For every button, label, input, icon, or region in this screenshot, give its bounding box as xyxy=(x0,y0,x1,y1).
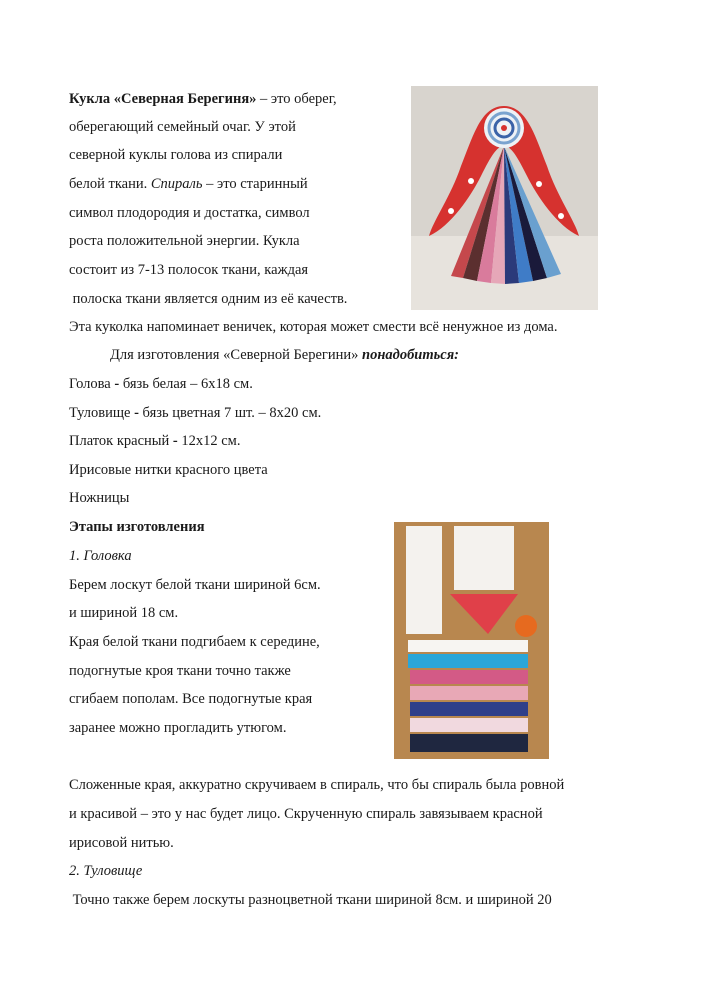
intro-line-4: белой ткани. Спираль – это старинный xyxy=(69,176,308,192)
step1-after-line: и красивой – это у нас будет лицо. Скрученную спираль завязываем красной xyxy=(69,806,543,822)
doll-photo xyxy=(411,86,598,310)
step1-line: заранее можно прогладить утюгом. xyxy=(69,720,287,736)
step1-after-line: ирисовой нитью. xyxy=(69,835,174,851)
materials-photo xyxy=(394,522,549,759)
intro-line-7: состоит из 7-13 полосок ткани, каждая xyxy=(69,262,309,278)
step1-line: Края белой ткани подгибаем к середине, xyxy=(69,634,320,650)
steps-heading: Этапы изготовления xyxy=(69,519,205,535)
step2-title: 2. Туловище xyxy=(69,863,143,879)
intro-line-3: северной куклы голова из спирали xyxy=(69,147,283,163)
intro-line-1: Кукла «Северная Берегиня» – это оберег, xyxy=(69,91,337,107)
materials-lead: Для изготовления «Северной Берегини» понадобиться: xyxy=(110,347,460,363)
step1-line: Берем лоскут белой ткани шириной 6см. xyxy=(69,577,321,593)
intro-line-6: роста положительной энергии. Кукла xyxy=(69,233,300,249)
intro-line-5: символ плодородия и достатка, символ xyxy=(69,205,310,221)
step1-after-line: Сложенные края, аккуратно скручиваем в спираль, что бы спираль была ровной xyxy=(69,777,565,793)
step1-line: и шириной 18 см. xyxy=(69,605,179,621)
step1-line: сгибаем пополам. Все подогнутые края xyxy=(69,691,313,707)
material-item: Голова - бязь белая – 6х18 см. xyxy=(69,376,253,392)
step1-line: подогнутые кроя ткани точно также xyxy=(69,663,291,679)
doll-title: Кукла «Северная Берегиня» xyxy=(69,91,257,107)
step2-line: Точно также берем лоскуты разноцветной ткани шириной 8см. и шириной 20 xyxy=(69,892,552,908)
intro-line-2: оберегающий семейный очаг. У этой xyxy=(69,119,296,135)
intro-line-8: полоска ткани является одним из её качеств. xyxy=(69,291,348,307)
material-item: Ирисовые нитки красного цвета xyxy=(69,462,268,478)
material-item: Ножницы xyxy=(69,490,130,506)
step1-title: 1. Головка xyxy=(69,548,132,564)
material-item: Туловище - бязь цветная 7 шт. – 8х20 см. xyxy=(69,405,322,421)
material-item: Платок красный - 12х12 см. xyxy=(69,433,241,449)
intro-line-9: Эта куколка напоминает веничек, которая может смести всё ненужное из дома. xyxy=(69,319,558,335)
